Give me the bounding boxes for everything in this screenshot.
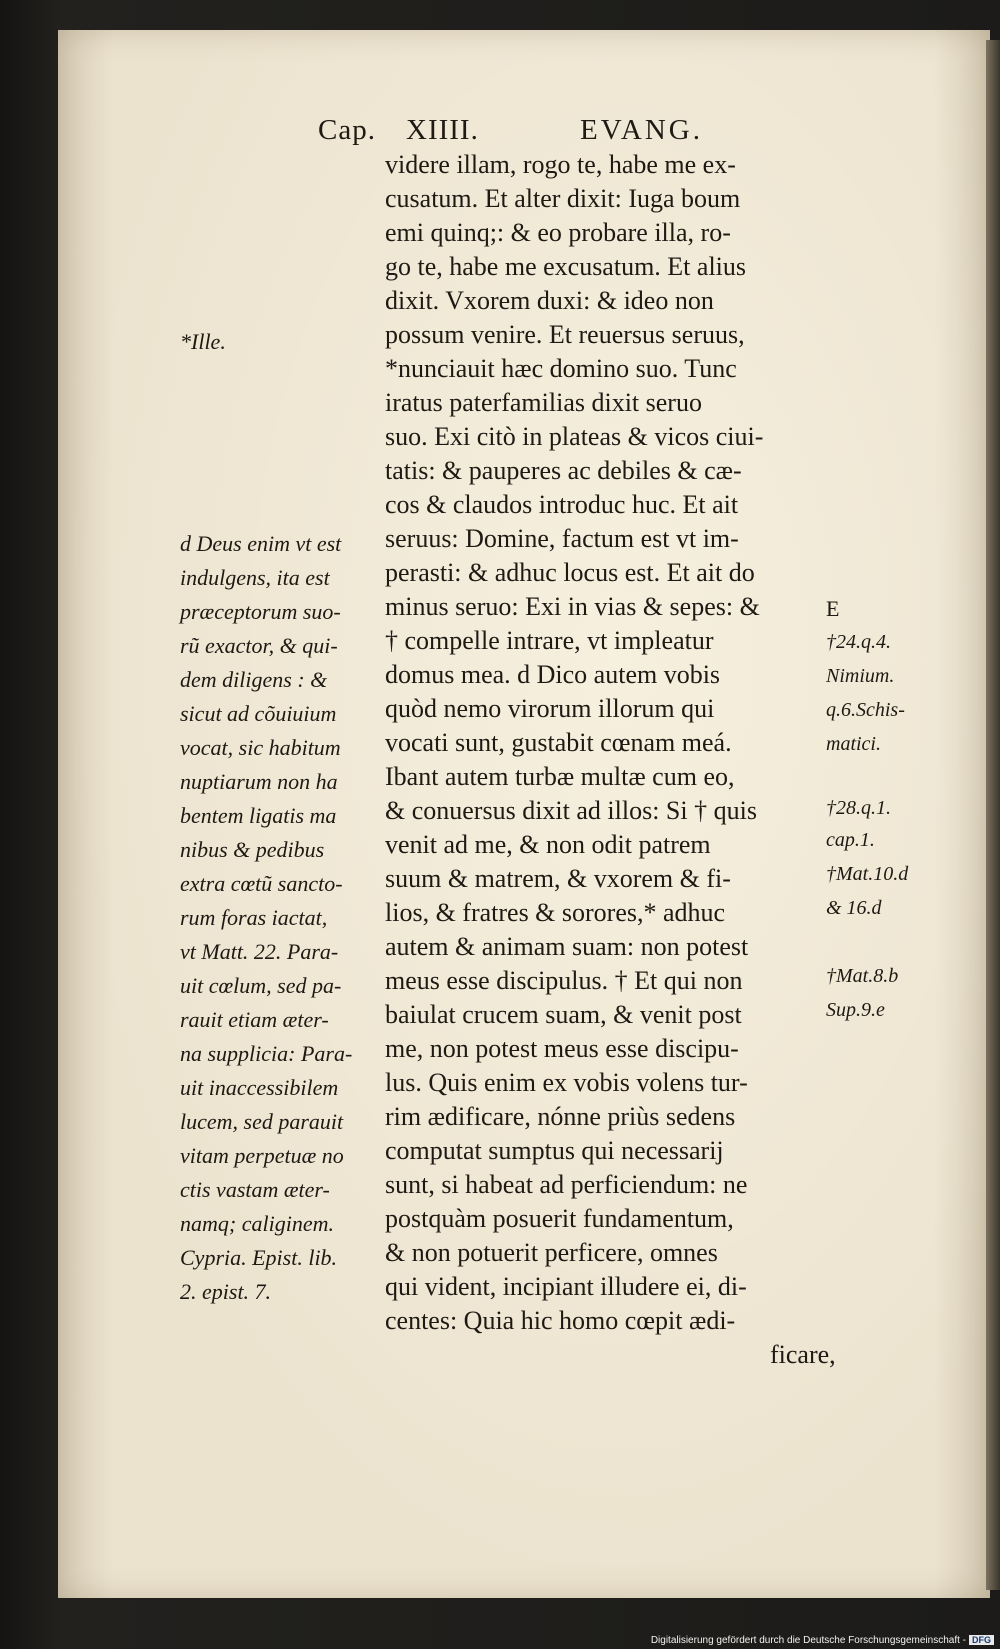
margin-note: sicut ad cõuiuium — [180, 701, 337, 726]
margin-note: extra cœtũ sancto- — [180, 871, 343, 896]
credit-text: Digitalisierung gefördert durch die Deutsche Forschungsgemeinschaft - — [650, 1635, 966, 1646]
text-line: quòd nemo virorum illorum qui — [385, 694, 715, 723]
text-line: Ibant autem turbæ multæ cum eo, — [385, 762, 735, 791]
text-line: cusatum. Et alter dixit: Iuga boum — [385, 184, 741, 213]
margin-note: ctis vastam æter- — [180, 1177, 330, 1202]
margin-note: Cypria. Epist. lib. — [180, 1245, 338, 1270]
text-line: me, non potest meus esse discipu- — [385, 1034, 739, 1063]
digitization-credit — [651, 1635, 994, 1646]
text-line: suo. Exi citò in plateas & vicos ciui- — [385, 422, 764, 451]
text-line: iratus paterfamilias dixit seruo — [385, 388, 702, 417]
text-line: domus mea. d Dico autem vobis — [385, 660, 721, 689]
dfg-logo: DFG — [969, 1635, 994, 1645]
text-line: meus esse discipulus. † Et qui non — [385, 966, 743, 995]
margin-note: E — [826, 596, 840, 621]
margin-note: na supplicia: Para- — [180, 1041, 353, 1066]
margin-note: Nimium. — [826, 665, 895, 687]
margin-note: d Deus enim vt est — [180, 531, 342, 556]
margin-note: Sup.9.e — [826, 999, 885, 1021]
margin-note: lucem, sed parauit — [180, 1109, 344, 1134]
header-title: EVANG. — [580, 114, 703, 146]
header-cap: Cap. — [318, 114, 376, 146]
text-line: postquàm posuerit fundamentum, — [385, 1204, 734, 1233]
text-line: videre illam, rogo te, habe me ex- — [385, 150, 736, 179]
header-chapter-number: XIIII. — [406, 114, 479, 146]
margin-note: vt Matt. 22. Para- — [180, 939, 339, 964]
margin-note: 2. epist. 7. — [180, 1279, 272, 1304]
text-line: centes: Quia hic homo cœpit ædi- — [385, 1306, 736, 1335]
text-line: † compelle intrare, vt impleatur — [385, 626, 714, 655]
margin-note: †24.q.4. — [826, 631, 891, 653]
text-line: lus. Quis enim ex vobis volens tur- — [385, 1068, 748, 1097]
margin-note: cap.1. — [826, 829, 875, 851]
text-line: suum & matrem, & vxorem & fi- — [385, 864, 731, 893]
text-line: baiulat crucem suam, & venit post — [385, 1000, 742, 1029]
margin-note: namq; caliginem. — [180, 1211, 334, 1236]
margin-note: præceptorum suo- — [180, 599, 341, 624]
margin-note: uit inaccessibilem — [180, 1075, 339, 1100]
margin-note: uit cœlum, sed pa- — [180, 973, 342, 998]
text-line: tatis: & pauperes ac debiles & cæ- — [385, 456, 742, 485]
text-line: vocati sunt, gustabit cœnam meá. — [385, 728, 732, 757]
text-line: cos & claudos introduc huc. Et ait — [385, 490, 739, 519]
margin-note: vocat, sic habitum — [180, 735, 341, 760]
text-line: lios, & fratres & sorores,* adhuc — [385, 898, 726, 927]
text-line: emi quinq;: & eo probare illa, ro- — [385, 218, 731, 247]
page-edge — [986, 40, 1000, 1590]
margin-note: dem diligens : & — [180, 667, 328, 692]
margin-note: indulgens, ita est — [180, 565, 330, 590]
text-line: autem & animam suam: non potest — [385, 932, 749, 961]
text-line: & non potuerit perficere, omnes — [385, 1238, 718, 1267]
text-line: perasti: & adhuc locus est. Et ait do — [385, 558, 755, 587]
margin-note: matici. — [826, 733, 881, 755]
text-line: venit ad me, & non odit patrem — [385, 830, 711, 859]
margin-note: & 16.d — [826, 897, 882, 919]
margin-note: †Mat.10.d — [826, 863, 909, 885]
text-line: seruus: Domine, factum est vt im- — [385, 524, 739, 553]
margin-note: rauit etiam æter- — [180, 1007, 329, 1032]
text-line: rim ædificare, nónne priùs sedens — [385, 1102, 736, 1131]
margin-note: †Mat.8.b — [826, 965, 899, 987]
text-line: computat sumptus qui necessarij — [385, 1136, 724, 1165]
margin-note: bentem ligatis ma — [180, 803, 337, 828]
text-line: sunt, si habeat ad perficiendum: ne — [385, 1170, 748, 1199]
text-line: possum venire. Et reuersus seruus, — [385, 320, 745, 349]
margin-note: †28.q.1. — [826, 797, 891, 819]
text-line: *nunciauit hæc domino suo. Tunc — [385, 354, 737, 383]
text-line: qui vident, incipiant illudere ei, di- — [385, 1272, 747, 1301]
text-line: dixit. Vxorem duxi: & ideo non — [385, 286, 714, 315]
text-line: go te, habe me excusatum. Et alius — [385, 252, 747, 281]
text-line: ficare, — [770, 1340, 836, 1369]
text-line: & conuersus dixit ad illos: Si † quis — [385, 796, 757, 825]
margin-note: vitam perpetuæ no — [180, 1143, 344, 1168]
margin-note: rum foras iactat, — [180, 905, 328, 930]
margin-note: q.6.Schis- — [826, 699, 905, 721]
text-line: minus seruo: Exi in vias & sepes: & — [385, 592, 760, 621]
margin-note: rũ exactor, & qui- — [180, 633, 338, 658]
margin-note: nibus & pedibus — [180, 837, 325, 862]
margin-note: nuptiarum non ha — [180, 769, 338, 794]
margin-note: *Ille. — [180, 329, 226, 354]
